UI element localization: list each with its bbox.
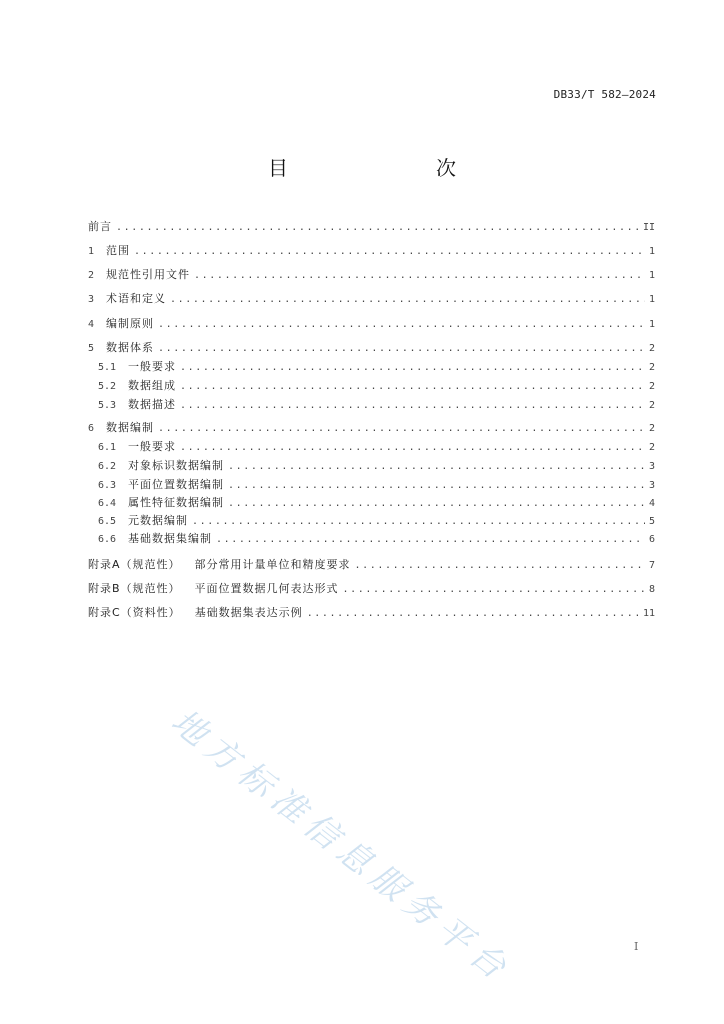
appendix-number: 附录A（规范性）: [88, 558, 181, 571]
toc-entry-label: 数据编制: [106, 421, 154, 434]
toc-entry-page: 1: [648, 294, 655, 305]
toc-entry-label: 数据组成: [128, 379, 176, 392]
toc-entry[interactable]: [88, 476, 655, 494]
toc-entry-number: 2: [88, 270, 95, 281]
toc-entry[interactable]: [88, 377, 655, 395]
toc-entry[interactable]: [88, 358, 655, 376]
toc-entry-page: 3: [648, 461, 655, 472]
toc-entry-page: II: [642, 222, 655, 233]
footer-page-number: I: [634, 940, 639, 953]
toc-entry-number: 6.6: [98, 534, 117, 545]
toc-entry-label: 前言: [88, 220, 112, 233]
toc-entry-number: 6.2: [98, 461, 117, 472]
toc-entry-label: 元数据编制: [128, 514, 188, 527]
toc-entry-page: 6: [648, 534, 655, 545]
toc-entry-page: 2: [648, 381, 655, 392]
toc-leader-dots: [180, 397, 645, 415]
appendix-label: 基础数据集表达示例: [194, 606, 303, 619]
page-title: 目 次: [268, 156, 492, 180]
toc-entry-label: 规范性引用文件: [106, 268, 190, 281]
toc-entry-number: 5.1: [98, 362, 117, 373]
toc-leader-dots: [180, 378, 645, 396]
appendix-page: 11: [642, 608, 655, 619]
watermark: 地方标准信息服务平台: [163, 701, 520, 992]
toc-entry-number: 5.3: [98, 400, 117, 411]
toc-entry-page: 1: [648, 270, 655, 281]
toc-entry-label: 平面位置数据编制: [128, 478, 224, 491]
appendix-label: 平面位置数据几何表达形式: [194, 582, 339, 595]
toc-entry[interactable]: [88, 266, 655, 284]
toc-leader-dots: [343, 581, 645, 599]
toc-entry-page: 2: [648, 442, 655, 453]
toc-entry-label: 术语和定义: [106, 292, 166, 305]
toc-entry-label: 数据描述: [128, 398, 176, 411]
toc-entry-number: 5.2: [98, 381, 117, 392]
toc-entry-page: 3: [648, 480, 655, 491]
toc-leader-dots: [158, 340, 645, 358]
toc-leader-dots: [216, 531, 645, 549]
appendix-page: 8: [648, 584, 655, 595]
toc-entry[interactable]: [88, 218, 655, 236]
toc-entry[interactable]: [88, 494, 655, 512]
toc-leader-dots: [228, 495, 645, 513]
toc-entry-label: 编制原则: [106, 317, 154, 330]
toc-leader-dots: [228, 477, 645, 495]
toc-leader-dots: [180, 359, 645, 377]
toc-leader-dots: [158, 316, 645, 334]
toc-entry[interactable]: [88, 396, 655, 414]
toc-leader-dots: [170, 291, 645, 309]
appendix-page: 7: [648, 560, 655, 571]
document-code: DB33/T 582—2024: [553, 88, 656, 101]
toc-entry[interactable]: [88, 438, 655, 456]
toc-entry-label: 一般要求: [128, 360, 176, 373]
toc-entry-number: 6.1: [98, 442, 117, 453]
toc-entry[interactable]: [88, 419, 655, 437]
toc-entry-number: 6.4: [98, 498, 117, 509]
toc-entry-number: 3: [88, 294, 95, 305]
toc-leader-dots: [228, 458, 645, 476]
toc-entry-page: 5: [648, 516, 655, 527]
toc-entry-page: 2: [648, 362, 655, 373]
toc-entry-page: 2: [648, 400, 655, 411]
toc-leader-dots: [194, 267, 645, 285]
toc-leader-dots: [180, 439, 645, 457]
toc-entry-label: 基础数据集编制: [128, 532, 212, 545]
toc-entry-number: 5: [88, 343, 95, 354]
toc-entry[interactable]: [88, 242, 655, 260]
toc-leader-dots: [116, 219, 639, 237]
toc-entry-page: 2: [648, 343, 655, 354]
toc-leader-dots: [158, 420, 645, 438]
appendix-number: 附录B（规范性）: [88, 582, 181, 595]
toc-entry[interactable]: [88, 339, 655, 357]
toc-entry-page: 4: [648, 498, 655, 509]
toc-entry-page: 1: [648, 319, 655, 330]
toc-entry[interactable]: [88, 290, 655, 308]
toc-entry-label: 属性特征数据编制: [128, 496, 224, 509]
toc-entry[interactable]: [88, 530, 655, 548]
toc-entry-page: 1: [648, 246, 655, 257]
appendix-label: 部分常用计量单位和精度要求: [194, 558, 351, 571]
toc-entry[interactable]: [88, 512, 655, 530]
toc-entry-number: 1: [88, 246, 95, 257]
toc-entry-number: 6.3: [98, 480, 117, 491]
toc-leader-dots: [355, 557, 645, 575]
toc-leader-dots: [134, 243, 645, 261]
toc-appendix-entry[interactable]: [88, 580, 655, 598]
toc-leader-dots: [192, 513, 645, 531]
toc-entry-number: 6: [88, 423, 95, 434]
toc-entry[interactable]: [88, 315, 655, 333]
toc-entry[interactable]: [88, 457, 655, 475]
toc-entry-page: 2: [648, 423, 655, 434]
toc-entry-number: 6.5: [98, 516, 117, 527]
appendix-number: 附录C（资料性）: [88, 606, 181, 619]
toc-entry-label: 范围: [106, 244, 130, 257]
toc-leader-dots: [307, 605, 639, 623]
toc-entry-label: 对象标识数据编制: [128, 459, 224, 472]
toc-entry-label: 一般要求: [128, 440, 176, 453]
toc-entry-label: 数据体系: [106, 341, 154, 354]
toc-appendix-entry[interactable]: [88, 604, 655, 622]
toc-appendix-entry[interactable]: [88, 556, 655, 574]
toc-entry-number: 4: [88, 319, 95, 330]
